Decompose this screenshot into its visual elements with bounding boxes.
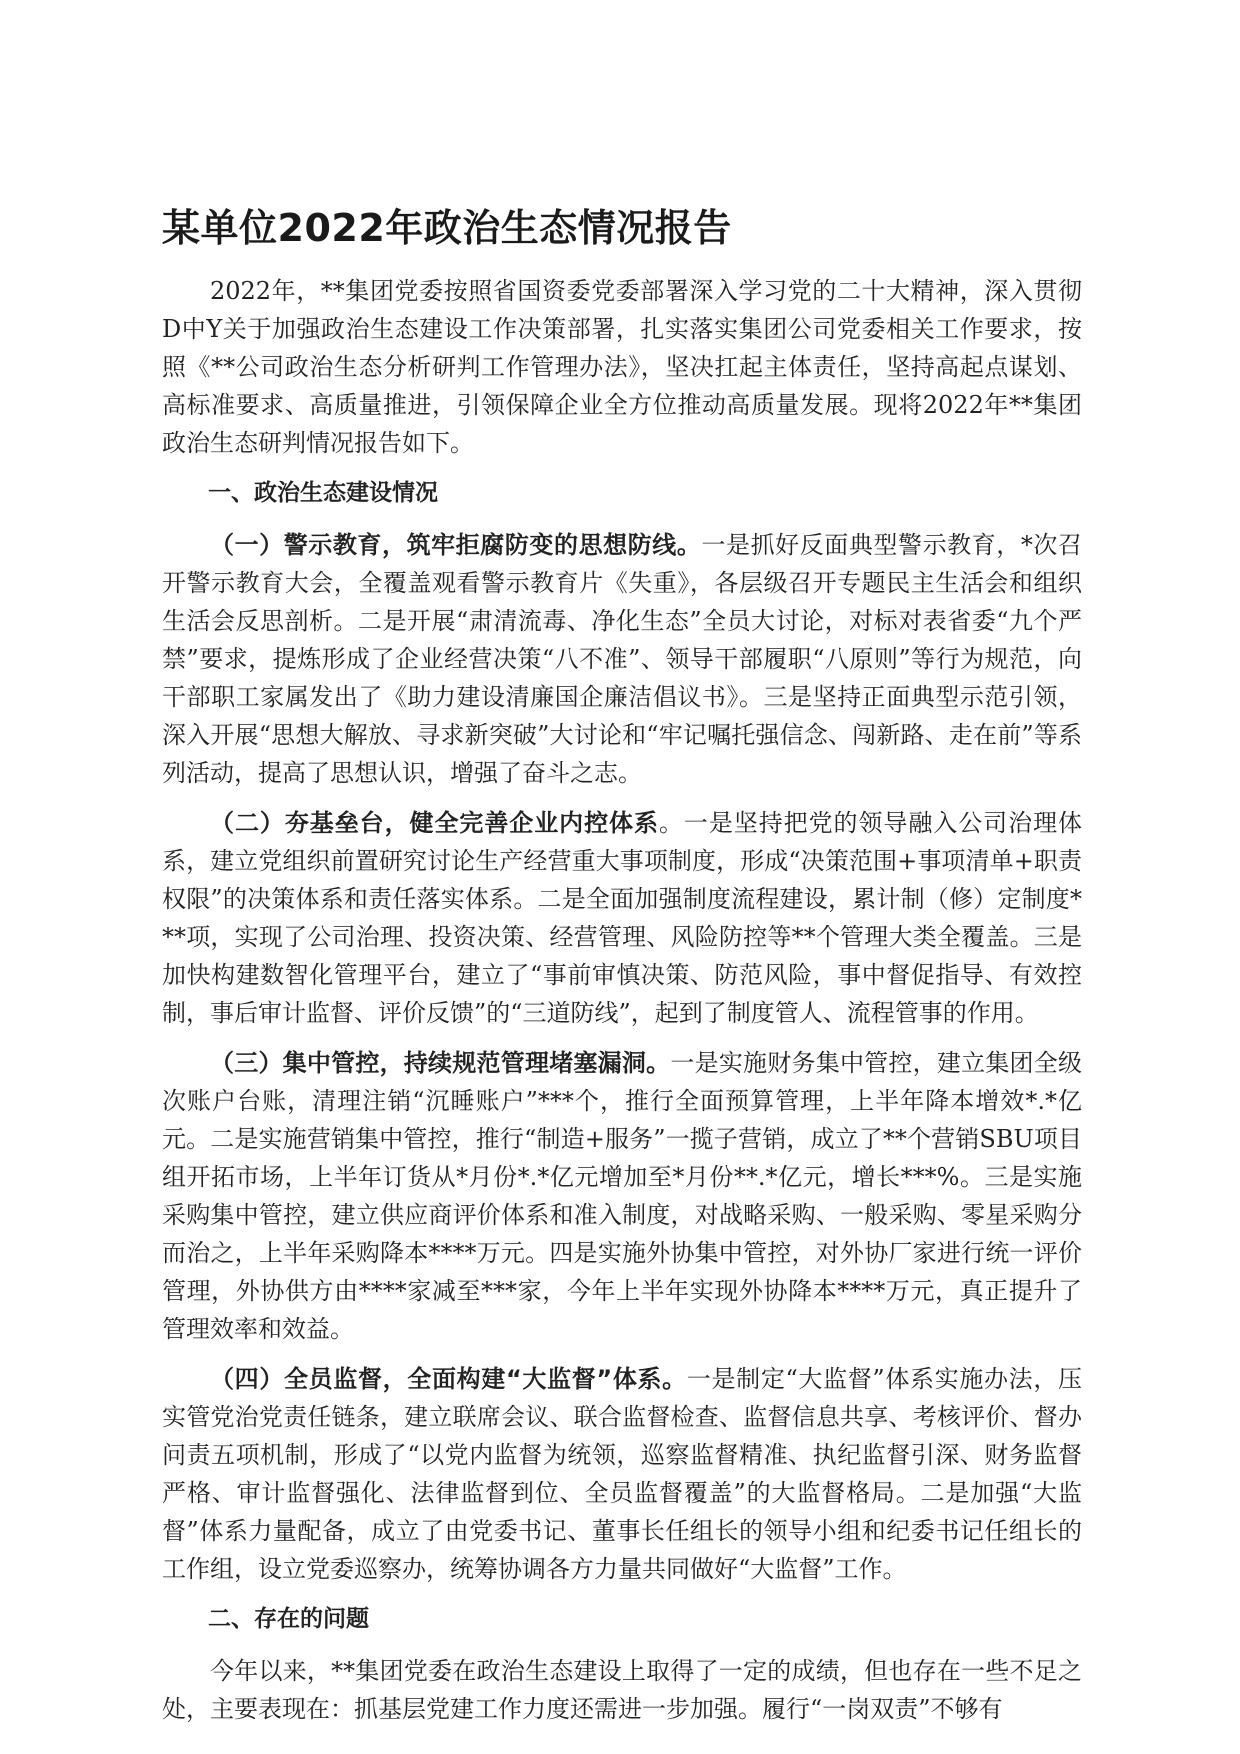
section-2-paragraph: 今年以来，**集团党委在政治生态建设上取得了一定的成绩，但也存在一些不足之处，主要表现在：抓基层党建工作力度还需进一步加强。履行“一岗双责”不够有	[162, 1657, 1082, 1723]
section-1-item-4	[162, 1360, 1082, 1588]
section-1-heading: 一、政治生态建设情况	[208, 480, 438, 506]
section-2-heading: 二、存在的问题	[208, 1606, 369, 1632]
item-1-lead: （一）警示教育，筑牢拒腐防变的思想防线。	[210, 531, 702, 559]
document-title: 某单位2022年政治生态情况报告	[162, 206, 732, 250]
section-1-item-2	[162, 804, 1082, 1032]
item-3-lead: （三）集中管控，持续规范管理堵塞漏洞。	[210, 1049, 671, 1077]
item-4-lead: （四）全员监督，全面构建“大监督”体系。	[210, 1365, 687, 1393]
section-1-item-3	[162, 1044, 1082, 1348]
section-1-item-1	[162, 526, 1082, 792]
item-4-body: 一是制定“大监督”体系实施办法，压实管党治党责任链条，建立联席会议、联合监督检查、监督信息共享、考核评价、督办问责五项机制，形成了“以党内监督为统领，巡察监督精准、执纪监督引深、财务监督严格、审计监督强化、法律监督到位、全员监督覆盖”的大监督格局。二是加强“大监督”体系力量配备，成立了由党委书记、董事长任组长的领导小组和纪委书记任组长的工作组，设立党委巡察办，统筹协调各方力量共同做好“大监督”工作。	[162, 1365, 1082, 1583]
document-body	[162, 204, 1082, 1740]
item-2-body: 。一是坚持把党的领导融入公司治理体系，建立党组织前置研究讨论生产经营重大事项制度，形成“决策范围+事项清单+职责权限”的决策体系和责任落实体系。二是全面加强制度流程建设，累计制（修）定制度***项，实现了公司治理、投资决策、经营管理、风险防控等**个管理大类全覆盖。三是加快构建数智化管理平台，建立了“事前审慎决策、防范风险，事中督促指导、有效控制，事后审计监督、评价反馈”的“三道防线”，起到了制度管人、流程管事的作用。	[162, 809, 1083, 1027]
item-3-body: 一是实施财务集中管控，建立集团全级次账户台账，清理注销“沉睡账户”***个，推行全面预算管理，上半年降本增效*.*亿元。二是实施营销集中管控，推行“制造+服务”一揽子营销，成立了**个营销SBU项目组开拓市场，上半年订货从*月份*.*亿元增加至*月份**.*亿元，增长***%。三是实施采购集中管控，建立供应商评价体系和准入制度，对战略采购、一般采购、零星采购分而治之，上半年采购降本****万元。四是实施外协集中管控，对外协厂家进行统一评价管理，外协供方由****家减至***家，今年上半年实现外协降本****万元，真正提升了管理效率和效益。	[162, 1049, 1082, 1343]
intro-paragraph: 2022年，**集团党委按照省国资委党委部署深入学习党的二十大精神，深入贯彻D中Y关于加强政治生态建设工作决策部署，扎实落实集团公司党委相关工作要求，按照《**公司政治生态分析研判工作管理办法》，坚决扛起主体责任，坚持高起点谋划、高标准要求、高质量推进，引领保障企业全方位推动高质量发展。现将2022年**集团政治生态研判情况报告如下。	[162, 277, 1082, 457]
item-2-lead: （二）夯基垒台，健全完善企业内控体系	[210, 809, 659, 837]
item-1-body: 一是抓好反面典型警示教育，*次召开警示教育大会，全覆盖观看警示教育片《失重》，各层级召开专题民主生活会和组织生活会反思剖析。二是开展“肃清流毒、净化生态”全员大讨论，对标对表省委“九个严禁”要求，提炼形成了企业经营决策“八不准”、领导干部履职“八原则”等行为规范，向干部职工家属发出了《助力建设清廉国企廉洁倡议书》。三是坚持正面典型示范引领，深入开展“思想大解放、寻求新突破”大讨论和“牢记嘱托强信念、闯新路、走在前”等系列活动，提高了思想认识，增强了奋斗之志。	[162, 531, 1083, 787]
